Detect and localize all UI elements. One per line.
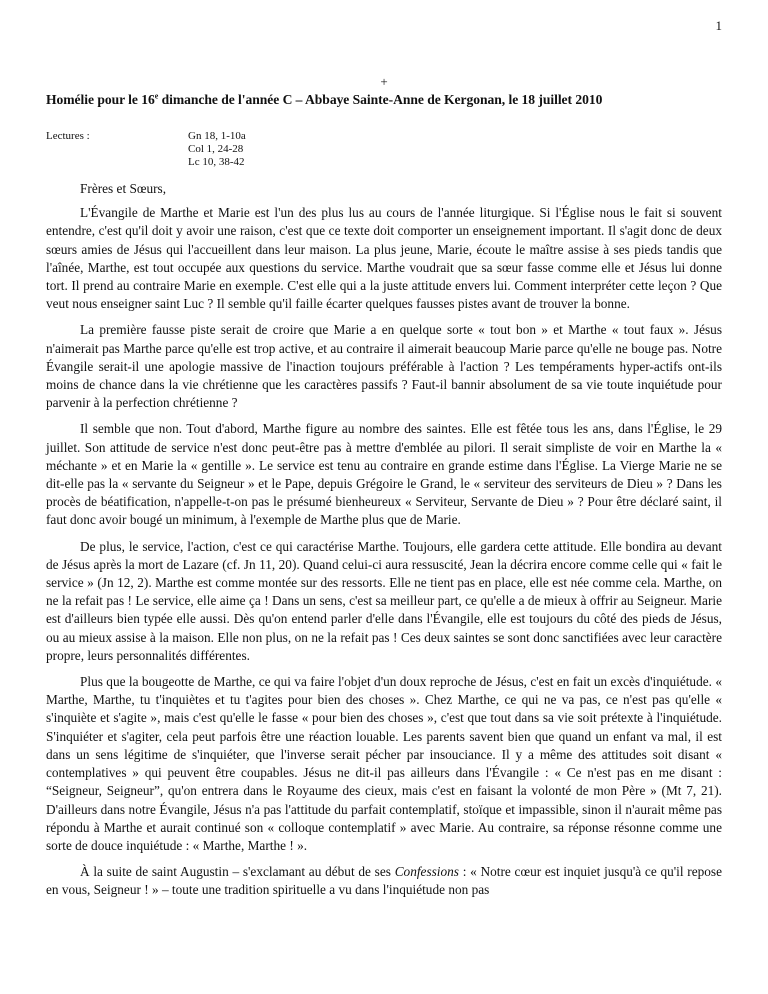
book-title-confessions: Confessions <box>394 864 459 880</box>
paragraph: L'Évangile de Marthe et Marie est l'un des plus lus au cours de l'année liturgique. Si l'Église nous le fait si souvent entendre, c'est qu'il doit y avoir une raison, c'est que ce texte doit comporter un enseignement important. Il s'agit donc de deux sœurs amies de Jésus qui l'accueillent dans leur maison. La plus jeune, Marie, écoute le maître assise à ses pieds tandis que l'aînée, Marthe, est tout occupée aux questions du service. Marthe voudrait que sa sœur fasse comme elle et Jésus lui donne tort. Il prend au contraire Marie en exemple. C'est elle qui a la juste attitude envers lui. Comment interpréter cette leçon ? Que veut nous enseigner saint Luc ? Il semble qu'il faille écarter quelques fausses pistes avant de trouver la bonne. <box>46 205 722 312</box>
paragraph: De plus, le service, l'action, c'est ce qui caractérise Marthe. Toujours, elle gardera cette attitude. Elle bondira au devant de Jésus après la mort de Lazare (cf. Jn 11, 20). Quand celui-ci aura ressuscité, Jean la décrira encore comme celle qui « fait le service » (Jn 12, 2). Marthe est comme montée sur des ressorts. Elle ne tient pas en place, elle est née comme cela. Marthe, on ne la refait pas ! Le service, elle aime ça ! Dans un sens, c'est sa meilleur part, ce qu'elle a de mieux à offrir au Seigneur. Marie est d'ailleurs bien typée elle aussi. Dès qu'on entend parler d'elle dans l'Évangile, elle est toujours du côté des pieds de Jésus, ou au mieux assise à la maison. Elle non plus, on ne la refait pas ! Ces deux saintes se sont donc sanctifiées avec leur caractère propre, leurs personnalités différentes. <box>46 538 722 663</box>
title-text-start: Homélie pour le 16 <box>46 92 155 107</box>
title-text-end: dimanche de l'année C – Abbaye Sainte-Anne de Kergonan, le 18 juillet 2010 <box>158 92 603 107</box>
readings-refs <box>188 130 246 169</box>
paragraph-last <box>46 863 722 899</box>
homily-body <box>46 180 722 908</box>
reading-ref: Gn 18, 1-10a <box>188 130 246 142</box>
page-number: 1 <box>715 18 722 33</box>
paragraph: Il semble que non. Tout d'abord, Marthe figure au nombre des saintes. Elle est fêtée tous les ans, dans l'Église, le 29 juillet. Son attitude de service n'est donc peut-être pas à mettre d'emblée au pilori. Il serait simpliste de voir en Marthe la « méchante » et en Marie la « gentille ». Le service est tenu au contraire en grande estime dans l'Église. La Vierge Marie ne se dit-elle pas la « servante du Seigneur » et le Pape, depuis Grégoire le Grand, le « serviteur des serviteurs de Dieu » ? Dans les procès de béatification, n'appelle-t-on pas le présumé bienheureux « Serviteur, Servante de Dieu » ? Pour être déclaré saint, il faut donc avoir bougé un minimum, à l'exemple de Marthe plus que de Marie. <box>46 421 722 528</box>
paragraph: Plus que la bougeotte de Marthe, ce qui va faire l'objet d'un doux reproche de Jésus, c'est en fait un excès d'inquiétude. « Marthe, Marthe, tu t'inquiètes et tu t'agites pour bien des choses ». Chez Marthe, ce qui ne va pas, ce n'est pas qu'elle « s'inquiète et s'agite », mais c'est qu'elle le fasse « pour bien des choses », c'est que tout dans sa vie soit prétexte à l'inquiétude. S'inquiéter et s'agiter, cela peut parfois être une réaction louable. Les parents savent bien que quand un enfant va mal, il est dans un sens légitime de s'inquiéter, que l'inverse serait pécher par insouciance. Il y a même des attitudes soit disant « contemplatives » qui peuvent être coupables. Jésus ne dit-il pas ailleurs dans l'Évangile : « Ce n'est pas en me disant : “Seigneur, Seigneur”, qu'on entrera dans le Royaume des cieux, mais c'est en faisant la volonté de mon Père » (Mt 7, 21). D'ailleurs dans notre Évangile, Jésus n'a pas l'attitude du parfait contemplatif, stoïque et impassible, sinon il n'aurait même pas répondu à Marthe et aurait continué son « colloque contemplatif » avec Marie. Au contraire, sa réponse résonne comme une sorte de douce inquiétude : « Marthe, Marthe ! ». <box>46 674 722 853</box>
title-superscript: e <box>154 91 159 101</box>
document-title <box>46 92 736 108</box>
paragraph: La première fausse piste serait de croire que Marie a en quelque sorte « tout bon » et Marthe « tout faux ». Jésus n'aimerait pas Marthe parce qu'elle est trop active, et au contraire il aimerait beaucoup Marie parce qu'elle ne bouge pas. Notre Évangile serait-il une apologie massive de l'inaction toujours préférable à l'action ? Les tempéraments hyper-actifs ont-ils moins de chance dans la vie chrétienne que les caractères passifs ? Faut-il bannir absolument de sa vie toute inquiétude pour parvenir à la perfection chrétienne ? <box>46 322 722 411</box>
cross-symbol: + <box>380 74 388 89</box>
salutation: Frères et Sœurs, <box>80 181 167 196</box>
readings-label: Lectures : <box>46 130 90 142</box>
reading-ref: Col 1, 24-28 <box>188 143 244 155</box>
reading-ref: Lc 10, 38-42 <box>188 156 245 168</box>
paragraph-last-end: : « Notre cœur est inquiet jusqu'à ce qu'il repose en vous, Seigneur ! » – toute une tradition spirituelle a vu dans l'inquiétude non pas <box>46 864 723 898</box>
paragraph-last-start: À la suite de saint Augustin – s'exclamant au début de ses <box>80 864 395 880</box>
